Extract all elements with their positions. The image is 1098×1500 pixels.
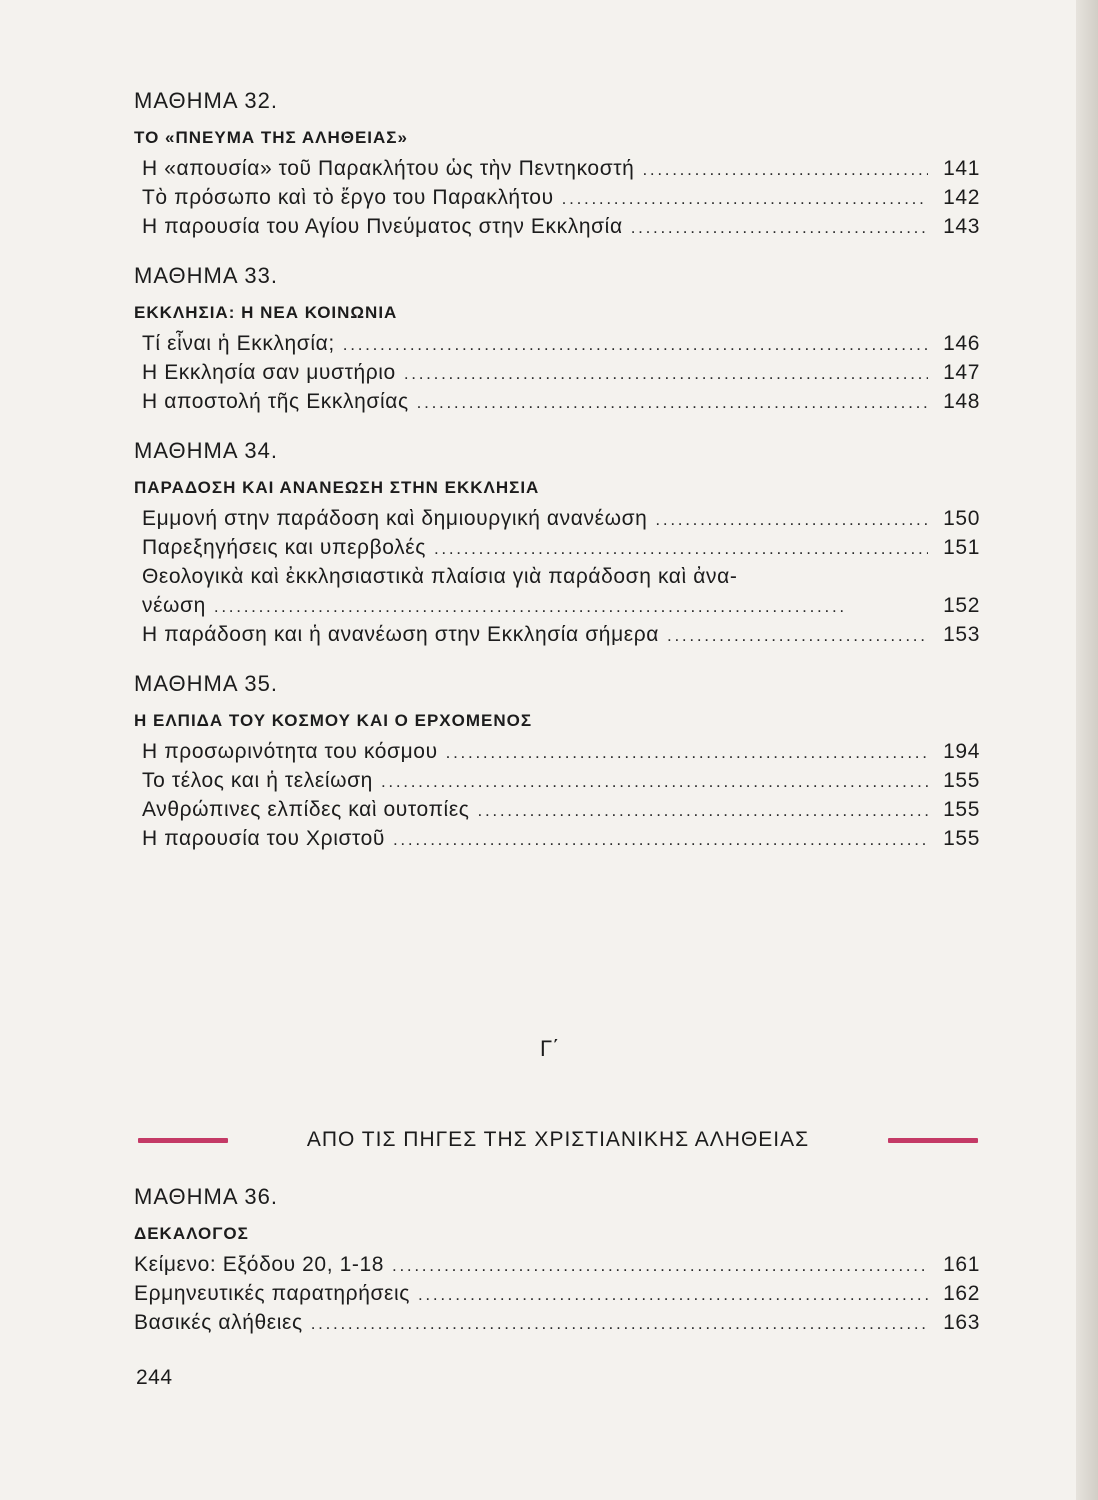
entry-text: Παρεξηγήσεις και υπερβολές [142, 536, 426, 559]
accent-bar-left [138, 1138, 228, 1143]
entry-page: 150 [943, 507, 980, 530]
lesson-32 [134, 84, 984, 241]
toc-entry [134, 387, 980, 416]
entry-text: Ανθρώπινες ελπίδες καὶ ουτοπίες [142, 798, 470, 821]
entry-page: 143 [943, 215, 980, 238]
lesson-title: ΠΑΡΑΔΟΣΗ ΚΑΙ ΑΝΑΝΕΩΣΗ ΣΤΗΝ ΕΚΚΛΗΣΙΑ [134, 478, 540, 497]
dot-leader [642, 155, 928, 184]
entry-page: 146 [943, 332, 980, 355]
lesson-title: ΕΚΚΛΗΣΙΑ: Η ΝΕΑ ΚΟΙΝΩΝΙΑ [134, 303, 398, 322]
entry-text: Κείμενο: Εξόδου 20, 1-18 [134, 1253, 385, 1276]
toc-entry [134, 533, 980, 562]
entry-text: Βασικές αλήθειες [134, 1311, 303, 1334]
toc-entry [134, 795, 980, 824]
entry-text: Η αποστολή τῆς Εκκλησίας [142, 390, 409, 413]
dot-leader [446, 738, 928, 767]
toc-entry [134, 766, 980, 795]
dot-leader [655, 505, 928, 534]
entry-text: Η «απουσία» τοῦ Παρακλήτου ὡς τὴν Πεντηκοστή [142, 157, 635, 180]
dot-leader [417, 388, 928, 417]
dot-leader [631, 213, 928, 242]
toc-entry [134, 1308, 980, 1337]
lesson-label: ΜΑΘΗΜΑ 33. [134, 263, 279, 288]
entry-page: 161 [943, 1253, 980, 1276]
lesson-title: ΔΕΚΑΛΟΓΟΣ [134, 1224, 249, 1243]
page-edge-shadow [1076, 0, 1098, 1500]
entry-page: 155 [943, 769, 980, 792]
dot-leader [478, 796, 928, 825]
dot-leader [392, 1251, 928, 1280]
dot-leader [393, 825, 928, 854]
entry-page: 162 [943, 1282, 980, 1305]
toc-entry-wrapped [134, 562, 980, 620]
entry-text: Η παράδοση και ἡ ανανέωση στην Εκκλησία σήμερα [142, 623, 660, 646]
dot-leader [418, 1280, 928, 1309]
entry-text: Το τέλος και ἡ τελείωση [142, 769, 373, 792]
toc-entry [134, 737, 980, 766]
entry-text: Εμμονή στην παράδοση καὶ δημιουργική ανανέωση [142, 507, 648, 530]
dot-leader [214, 592, 928, 621]
toc-entry [134, 329, 980, 358]
toc-entry [134, 183, 980, 212]
lesson-label: ΜΑΘΗΜΑ 34. [134, 438, 279, 463]
toc-entry [134, 824, 980, 853]
entry-text: Η Εκκλησία σαν μυστήριο [142, 361, 396, 384]
lesson-36 [134, 1180, 984, 1337]
entry-page: 155 [943, 827, 980, 850]
accent-bar-right [888, 1138, 978, 1143]
toc-entry [134, 1279, 980, 1308]
lesson-label: ΜΑΘΗΜΑ 35. [134, 671, 279, 696]
dot-leader [311, 1309, 928, 1338]
table-of-contents [134, 84, 984, 853]
section-heading [138, 1122, 978, 1158]
lesson-34 [134, 434, 984, 649]
lesson-label: ΜΑΘΗΜΑ 32. [134, 88, 279, 113]
lesson-label: ΜΑΘΗΜΑ 36. [134, 1184, 279, 1209]
entry-page: 194 [943, 740, 980, 763]
dot-leader [562, 184, 928, 213]
entry-page: 155 [943, 798, 980, 821]
entry-page: 153 [943, 623, 980, 646]
entry-text: Τί εἶναι ἡ Εκκλησία; [142, 332, 335, 355]
entry-page: 142 [943, 186, 980, 209]
entry-text: Η παρουσία του Αγίου Πνεύματος στην Εκκλησία [142, 215, 623, 238]
toc-entry [134, 212, 980, 241]
section-title: ΑΠΟ ΤΙΣ ΠΗΓΕΣ ΤΗΣ ΧΡΙΣΤΙΑΝΙΚΗΣ ΑΛΗΘΕΙΑΣ [306, 1128, 810, 1151]
dot-leader [434, 534, 928, 563]
dot-leader [404, 359, 928, 388]
entry-page: 148 [943, 390, 980, 413]
toc-entry-continuation [134, 591, 980, 620]
entry-text: Η προσωρινότητα του κόσμου [142, 740, 438, 763]
entry-page: 152 [943, 594, 980, 617]
toc-entry [134, 154, 980, 183]
entry-text-line2: νέωση [142, 594, 206, 617]
toc-entry [134, 504, 980, 533]
lesson-title: Η ΕΛΠΙΔΑ ΤΟΥ ΚΟΣΜΟΥ ΚΑΙ Ο ΕΡΧΟΜΕΝΟΣ [134, 711, 533, 730]
toc-entry [134, 620, 980, 649]
entry-page: 151 [943, 536, 980, 559]
dot-leader [343, 330, 928, 359]
entry-text-line1: Θεολογικὰ καὶ ἐκκλησιαστικὰ πλαίσια γιὰ παράδοση καὶ ἀνα- [142, 565, 738, 588]
dot-leader [667, 621, 928, 650]
entry-text: Η παρουσία του Χριστοῦ [142, 827, 385, 850]
entry-text: Ερμηνευτικές παρατηρήσεις [134, 1282, 410, 1305]
entry-page: 163 [943, 1311, 980, 1334]
lesson-33 [134, 259, 984, 416]
entry-text: Τὸ πρόσωπο καὶ τὸ ἔργο του Παρακλήτου [142, 186, 554, 209]
lesson-35 [134, 667, 984, 853]
page-number: 244 [136, 1366, 173, 1389]
entry-page: 141 [943, 157, 980, 180]
dot-leader [381, 767, 928, 796]
entry-page: 147 [943, 361, 980, 384]
section-letter: Γ΄ [540, 1036, 560, 1061]
toc-entry [134, 1250, 980, 1279]
toc-entry [134, 358, 980, 387]
lesson-title: ΤΟ «ΠΝΕΥΜΑ ΤΗΣ ΑΛΗΘΕΙΑΣ» [134, 128, 408, 147]
